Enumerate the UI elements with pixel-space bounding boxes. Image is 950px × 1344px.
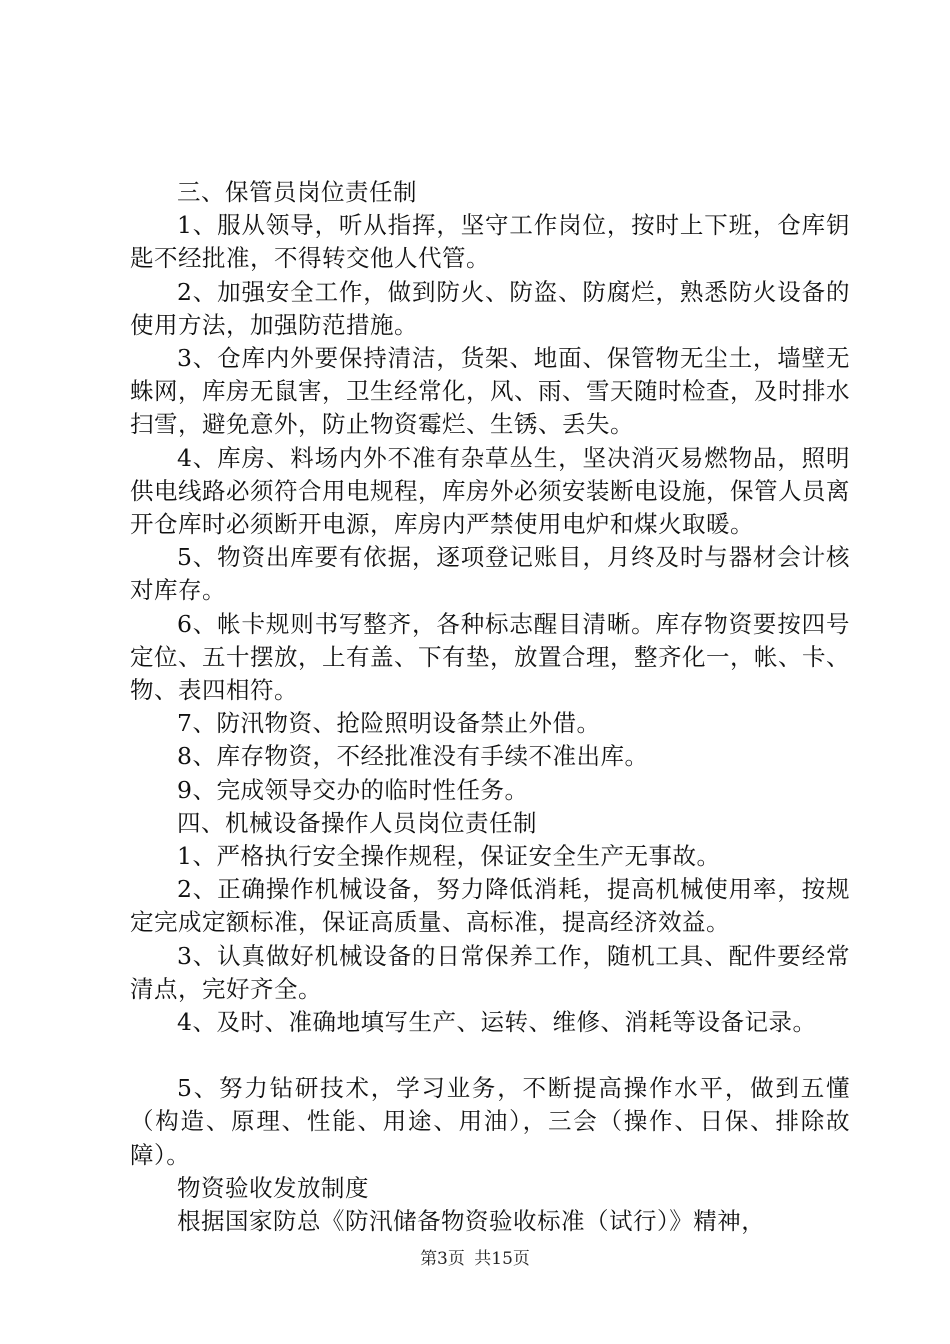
paragraph: 3、认真做好机械设备的日常保养工作，随机工具、配件要经常清点，完好齐全。 — [130, 941, 850, 1003]
paragraph: 4、库房、料场内外不准有杂草丛生，坚决消灭易燃物品，照明供电线路必须符合用电规程，库房外必须安装断电设施，保管人员离开仓库时必须断开电源，库房内严禁使用电炉和煤火取暖。 — [130, 443, 850, 539]
document-body — [130, 176, 850, 1238]
page-number: 第3页 — [420, 1249, 465, 1269]
paragraph: 2、正确操作机械设备，努力降低消耗，提高机械使用率，按规定完成定额标准，保证高质量、高标准，提高经济效益。 — [130, 875, 850, 937]
paragraph: 根据国家防总《防汛储备物资验收标准（试行）》精神， — [177, 1207, 766, 1236]
page-total: 共15页 — [474, 1249, 530, 1269]
paragraph: 8、库存物资，不经批准没有手续不准出库。 — [177, 742, 649, 771]
paragraph: 7、防汛物资、抢险照明设备禁止外借。 — [177, 709, 601, 738]
paragraph: 2、加强安全工作，做到防火、防盗、防腐烂，熟悉防火设备的使用方法，加强防范措施。 — [130, 277, 850, 339]
paragraph: 4、及时、准确地填写生产、运转、维修、消耗等设备记录。 — [177, 1008, 817, 1037]
paragraph: 1、严格执行安全操作规程，保证安全生产无事故。 — [177, 842, 721, 871]
section-heading: 物资验收发放制度 — [177, 1173, 369, 1202]
paragraph: 3、仓库内外要保持清洁，货架、地面、保管物无尘土，墙壁无蛛网，库房无鼠害，卫生经常化，风、雨、雪天随时检查，及时排水扫雪，避免意外，防止物资霉烂、生锈、丢失。 — [130, 344, 850, 439]
paragraph: 5、努力钻研技术，学习业务，不断提高操作水平，做到五懂（构造、原理、性能、用途、用油），三会（操作、日保、排除故障）。 — [130, 1074, 850, 1169]
paragraph: 5、物资出库要有依据，逐项登记账目，月终及时与器材会计核对库存。 — [130, 543, 850, 605]
page-footer — [0, 1244, 950, 1269]
section-heading: 四、机械设备操作人员岗位责任制 — [177, 808, 537, 837]
paragraph: 6、帐卡规则书写整齐，各种标志醒目清晰。库存物资要按四号定位、五十摆放，上有盖、下有垫，放置合理，整齐化一，帐、卡、物、表四相符。 — [130, 609, 850, 705]
section-heading: 三、保管员岗位责任制 — [177, 178, 417, 206]
paragraph: 9、完成领导交办的临时性任务。 — [177, 775, 529, 804]
paragraph: 1、服从领导，听从指挥，坚守工作岗位，按时上下班，仓库钥匙不经批准，不得转交他人代管。 — [130, 211, 850, 273]
